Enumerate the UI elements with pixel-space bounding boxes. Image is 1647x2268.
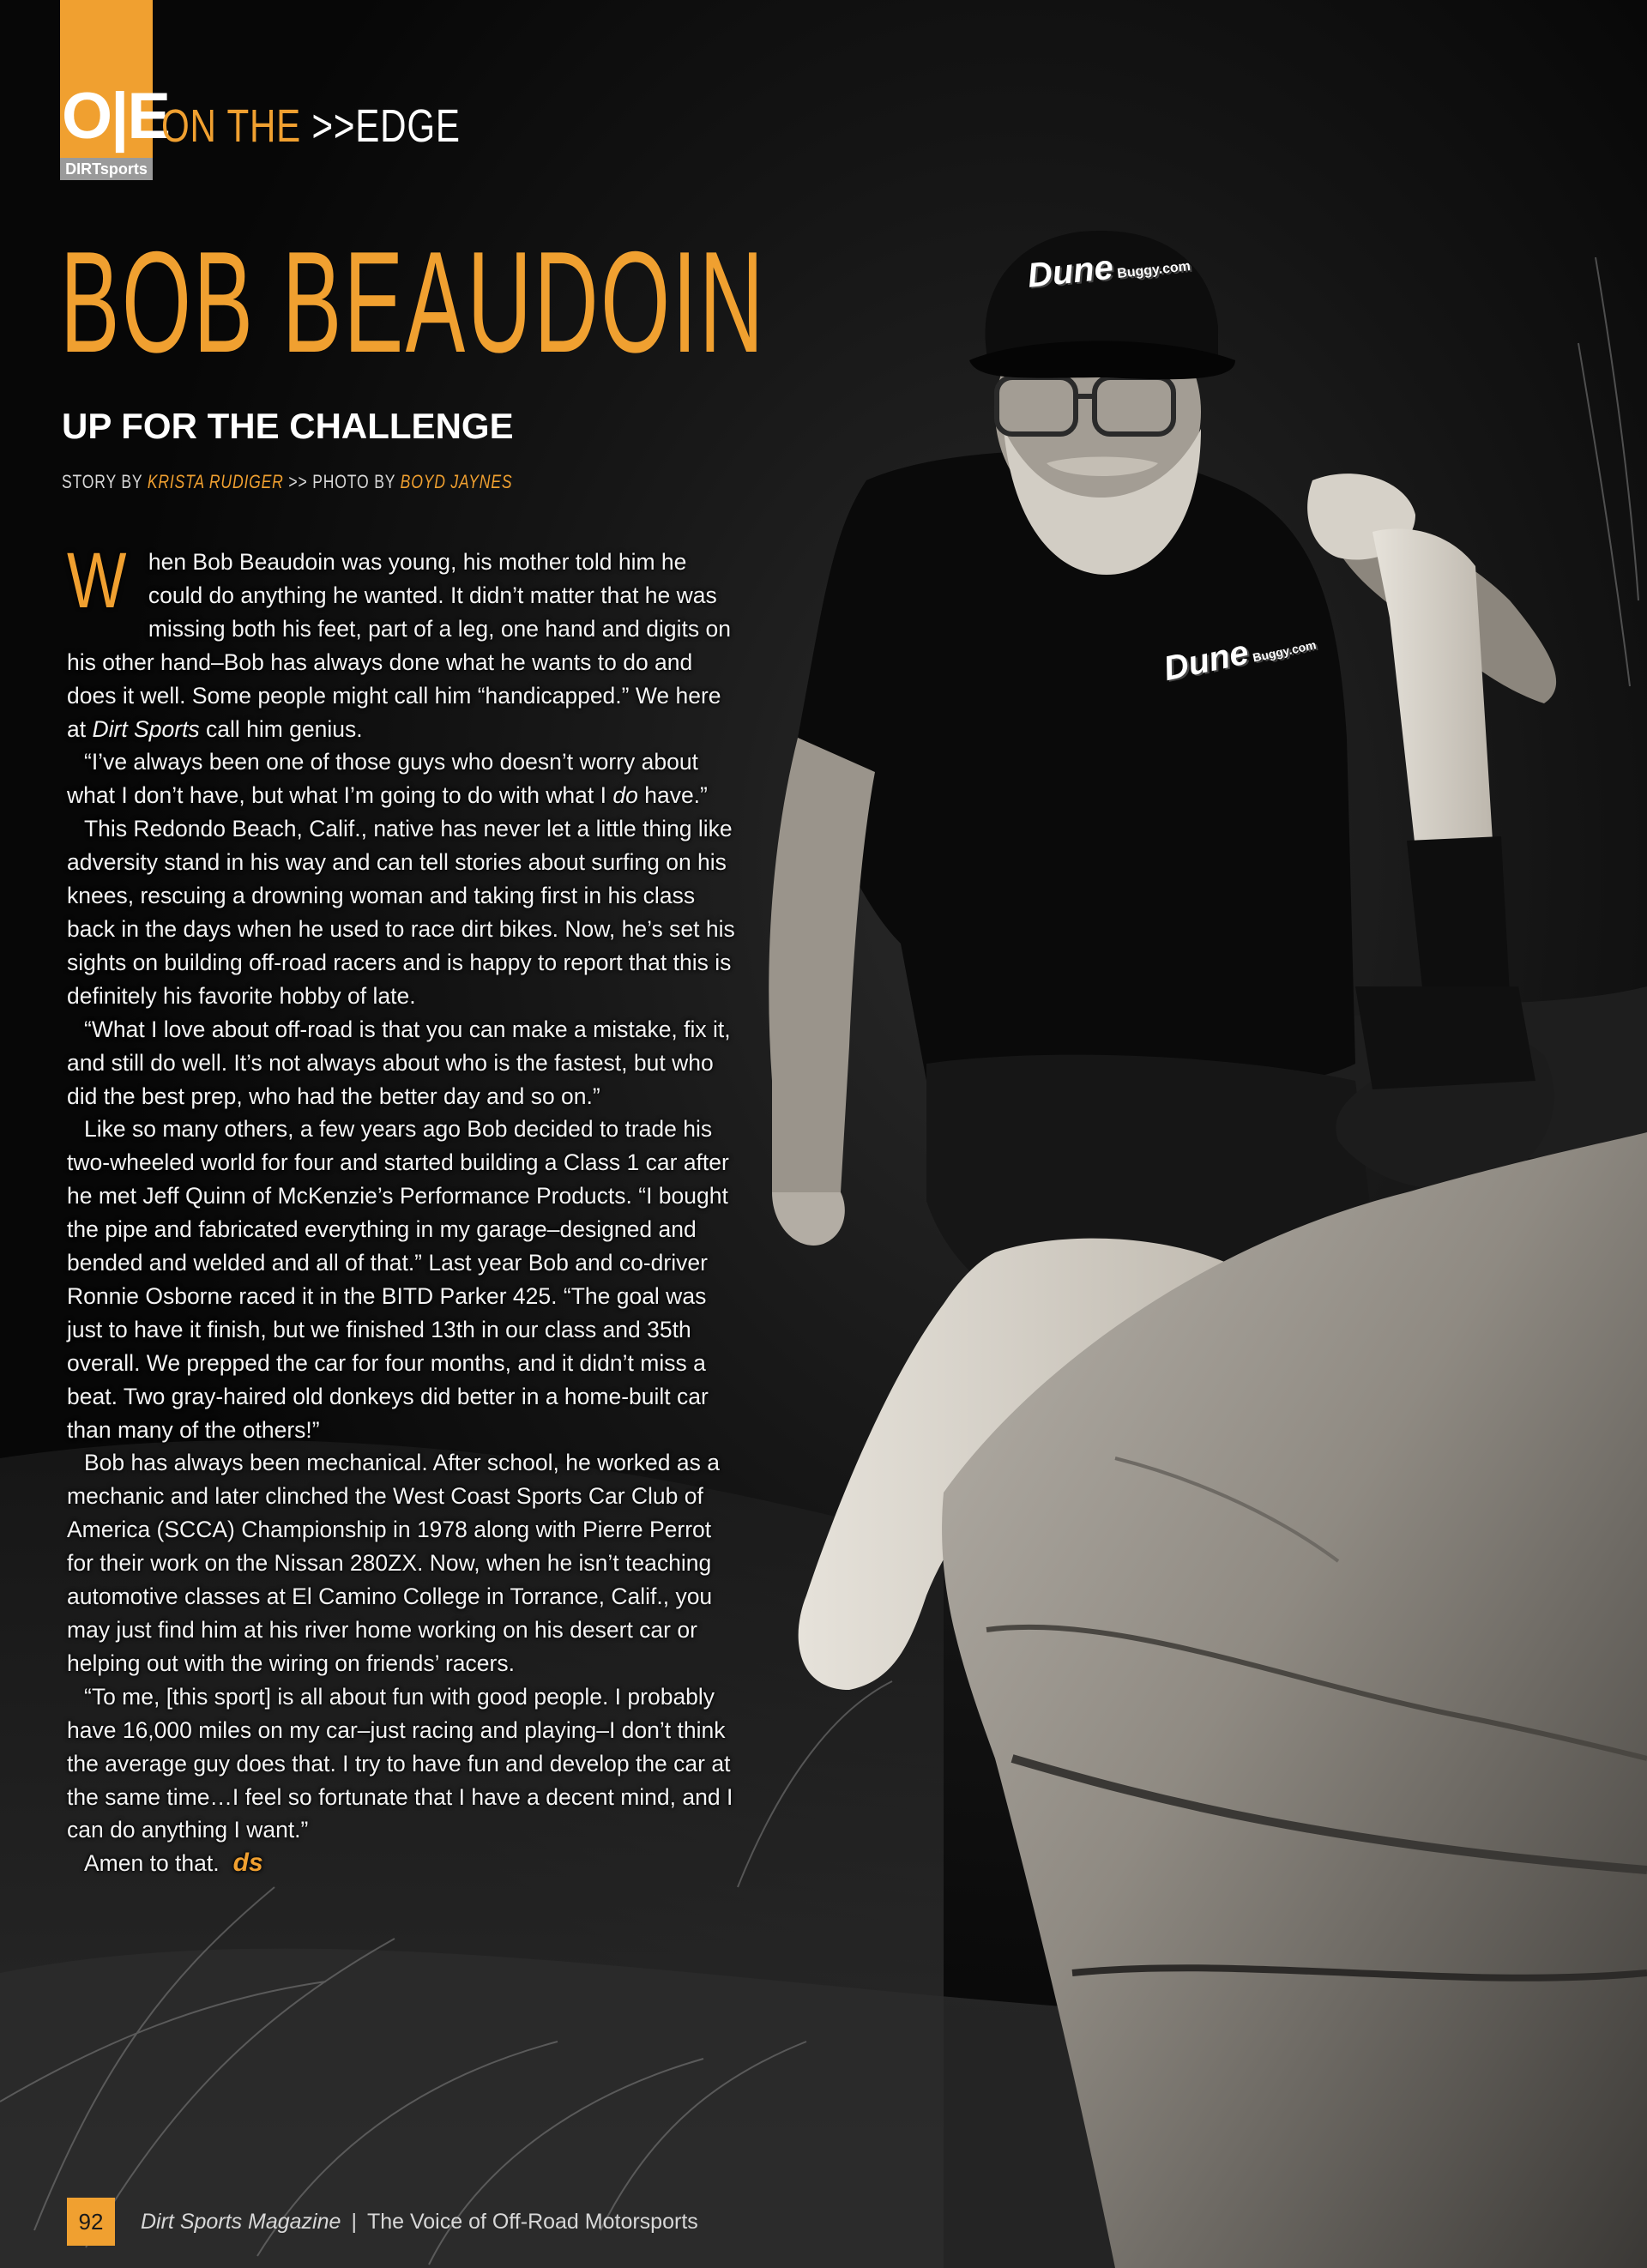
paragraph-6: Bob has always been mechanical. After school, he worked as a mechanic and later clinched the West Coast Sports Car Club of America (SCCA) Championship in 1978 along with Pierre Perrot for their work on the Nissan 280ZX. Now, when he isn’t teaching automotive classes at El Camino College in Torrance, Calif., you may just find him at his river home working on his desert car or helping out with the wiring on friends’ racers. [67, 1450, 720, 1676]
story-label: STORY BY [62, 471, 143, 492]
paragraph-4: “What I love about off-road is that you can make a mistake, fix it, and still do well. It’s not always about who is the fastest, but who did the best prep, who had the better day and so on.” [67, 1016, 731, 1109]
page-number: 92 [67, 2198, 115, 2246]
section-suffix: EDGE [355, 100, 461, 152]
logo-letter-e: E [127, 80, 170, 153]
shirt-logo-text: Dune [1160, 633, 1252, 689]
story-author: KRISTA RUDIGER [147, 471, 284, 492]
paragraph-1: When Bob Beaudoin was young, his mother told him he could do anything he wanted. It didn’t matter that he was missing both his feet, part of a leg, one hand and digits on his other hand–Bob has always done what he wants to do and does it well. Some people might call him “handicapped.” We here at Dirt Sports call him genius. [67, 537, 731, 742]
section-title [161, 96, 461, 156]
paragraph-8: Amen to that. ds [84, 1849, 263, 1878]
footer-separator: | [351, 2210, 357, 2234]
byline [62, 468, 512, 496]
ote-logo [62, 82, 169, 151]
article-deck: UP FOR THE CHALLENGE [62, 406, 514, 446]
dirtsports-badge: DIRTsports [60, 158, 153, 180]
section-prefix: ON THE [161, 100, 302, 152]
cap-logo-sub: Buggy.com [1116, 259, 1192, 281]
page-footer [141, 2205, 698, 2239]
shirt-logo-sub: Buggy.com [1251, 637, 1318, 665]
cap-logo-text: Dune [1025, 248, 1115, 295]
logo-bar: | [111, 80, 128, 153]
paragraph-5: Like so many others, a few years ago Bob decided to trade his two-wheeled world for four and started building a Class 1 car after he met Jeff Quinn of McKenzie’s Performance Products. “I bought the pipe and fabricated everything in my garage–designed and bended and welded and all of that.” Last year Bob and co-driver Ronnie Osborne raced it in the BITD Parker 425. “The goal was just to have it finish, but we finished 13th in our class and 35th overall. We prepped the car for four months, and it didn’t miss a beat. Two gray-haired old donkeys did better in a home-built car than many of the others!” [67, 1116, 729, 1443]
article-headline: BOB BEAUDOIN [60, 221, 766, 383]
photo-label: PHOTO BY [312, 471, 395, 492]
end-mark-icon: ds [232, 1849, 263, 1878]
photo-credit: BOYD JAYNES [400, 471, 513, 492]
paragraph-2: “I’ve always been one of those guys who doesn’t worry about what I don’t have, but what I’m going to do with what I do have.” [67, 749, 708, 809]
drop-cap: W [67, 537, 127, 624]
section-arrows: >> [311, 100, 356, 152]
byline-separator: >> [288, 471, 308, 492]
logo-letter-o: O [62, 80, 112, 153]
paragraph-7: “To me, [this sport] is all about fun with good people. I probably have 16,000 miles on my car–just racing and playing–I don’t think the average guy does that. I try to have fun and develop the car at the same time…I feel so fortunate that I have a decent mind, and I can do anything I want.” [67, 1683, 733, 1843]
magazine-tagline: The Voice of Off-Road Motorsports [366, 2210, 698, 2234]
magazine-name: Dirt Sports Magazine [141, 2210, 341, 2234]
article-body [67, 537, 736, 1880]
paragraph-3: This Redondo Beach, Calif., native has never let a little thing like adversity stand in his way and can tell stories about surfing on his knees, rescuing a drowning woman and taking first in his class back in the days when he used to race dirt bikes. Now, he’s set his sights on building off-road racers and is happy to report that this is definitely his favorite hobby of late. [67, 816, 735, 1009]
